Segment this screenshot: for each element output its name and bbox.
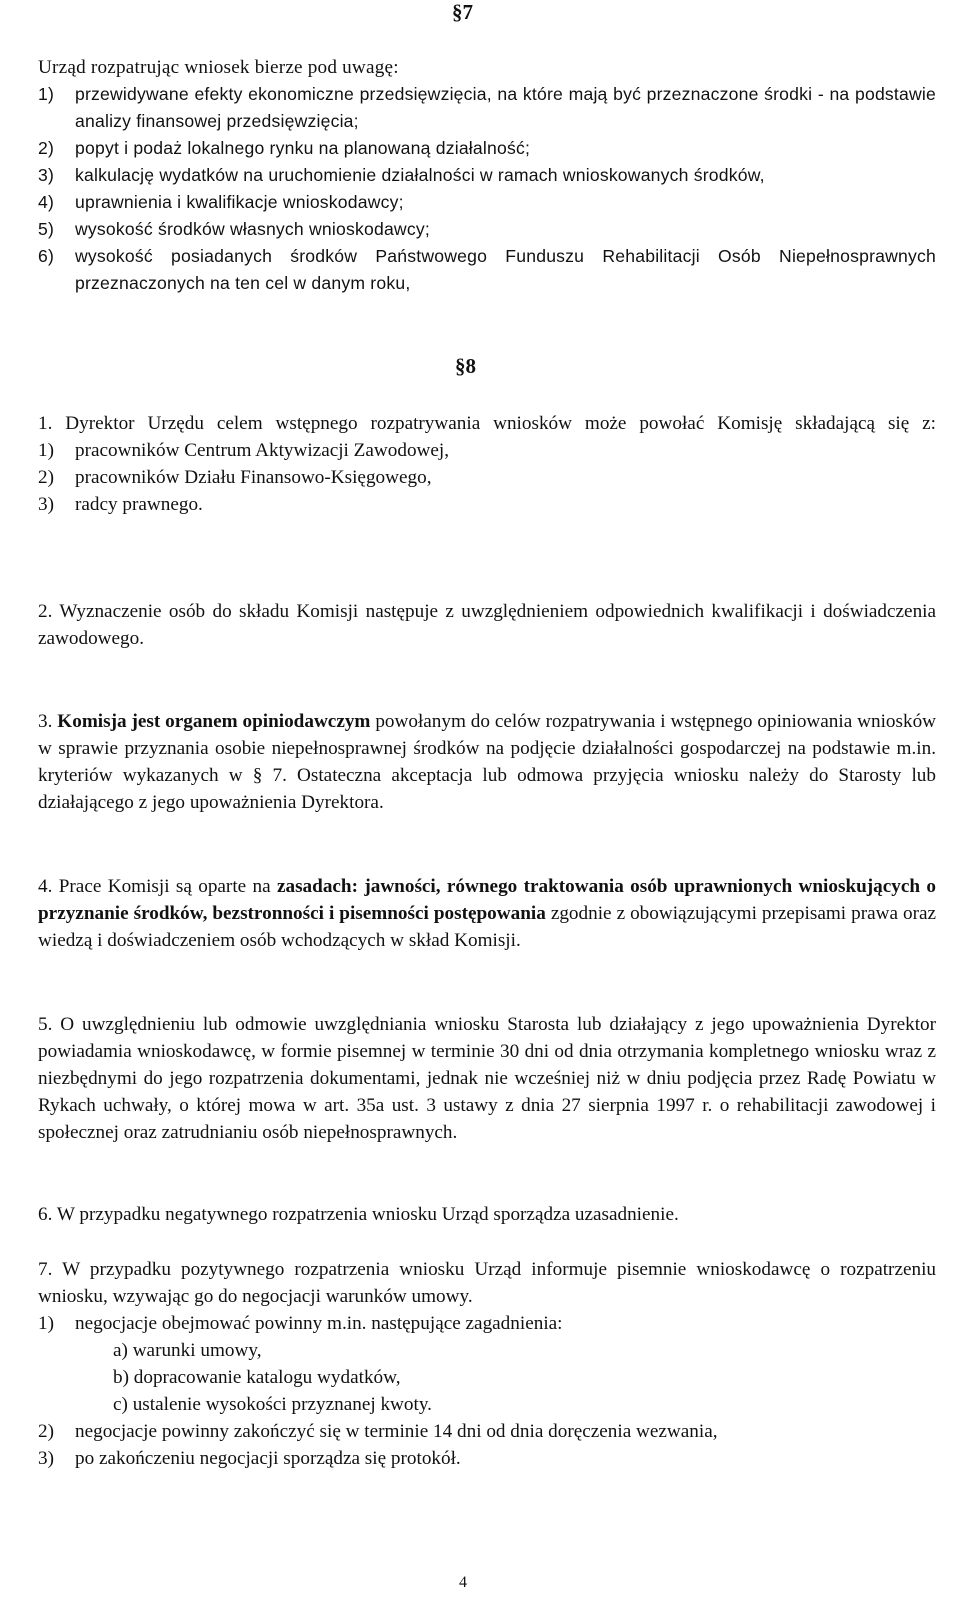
list-item (38, 243, 936, 297)
paragraph-4 (38, 873, 936, 954)
item-number: 3) (38, 165, 55, 185)
paragraph-text: W przypadku pozytywnego rozpatrzenia wniosku Urząd informuje pisemnie wnioskodawcę o rozpatrzeniu wniosku, wzywając go do negocjacji warunków umowy. (38, 1259, 936, 1307)
list-item (38, 437, 936, 464)
list-item (38, 491, 936, 518)
paragraph-number: 7. (38, 1259, 53, 1280)
paragraph-bold-text: Komisja jest organem opiniodawczym (57, 711, 371, 732)
list-item (38, 1445, 936, 1472)
paragraph-7 (38, 1256, 936, 1472)
item-number: 4) (38, 192, 55, 212)
item-text: negocjacje obejmować powinny m.in. następujące zagadnienia: (75, 1313, 563, 1334)
item-text: wysokość posiadanych środków Państwowego Funduszu Rehabilitacji Osób Niepełnosprawnych przeznaczonych na ten cel w danym roku, (75, 246, 936, 293)
sub-list-item: c) ustalenie wysokości przyznanej kwoty. (113, 1394, 432, 1415)
list-item (38, 216, 936, 243)
section-7-intro: Urząd rozpatrując wniosek bierze pod uwagę: (38, 57, 399, 78)
item-text: pracowników Centrum Aktywizacji Zawodowej, (75, 440, 450, 461)
list-item (38, 81, 936, 135)
item-text: pracowników Działu Finansowo-Księgowego, (75, 467, 432, 488)
item-text: wysokość środków własnych wnioskodawcy; (75, 219, 430, 239)
item-text: uprawnienia i kwalifikacje wnioskodawcy; (75, 192, 404, 212)
list-item (38, 464, 936, 491)
paragraph-1-line (38, 410, 936, 437)
section-7-body (38, 54, 936, 297)
item-number: 3) (38, 494, 54, 515)
item-number: 1) (38, 440, 54, 461)
item-number: 2) (38, 1421, 54, 1442)
paragraph-number: 3. (38, 711, 53, 732)
paragraph-text: zgodnie z obowiązującymi przepisami prawa oraz wiedzą i doświadczeniem osób wchodzących w skład Komisji. (38, 903, 936, 951)
item-text: po zakończeniu negocjacji sporządza się protokół. (75, 1448, 461, 1469)
paragraph-5 (38, 1011, 936, 1146)
paragraph-2 (38, 598, 936, 652)
sub-list-item: a) warunki umowy, (113, 1340, 262, 1361)
paragraph-number: 6. (38, 1204, 53, 1225)
paragraph-1 (38, 410, 936, 518)
paragraph-number: 1. (38, 413, 53, 434)
list-item (38, 135, 936, 162)
item-number: 2) (38, 138, 55, 158)
paragraph-text: Prace Komisji są oparte na (58, 876, 277, 897)
paragraph-text: W przypadku negatywnego rozpatrzenia wniosku Urząd sporządza uzasadnienie. (56, 1204, 679, 1225)
item-number: 1) (38, 84, 55, 104)
paragraph-bold-text: zasadach: jawności, równego traktowania osób uprawnionych wnioskujących o przyznanie środków, bezstronności i pisemności postępowania (38, 876, 937, 924)
page-number: 4 (459, 1574, 467, 1591)
paragraph-text: Dyrektor Urzędu celem wstępnego rozpatrywania wniosków może powołać Komisję składającą się z: (65, 413, 937, 434)
paragraph-text: Wyznaczenie osób do składu Komisji następuje z uwzględnieniem odpowiednich kwalifikacji i doświadczenia zawodowego. (38, 601, 937, 649)
paragraph-number: 5. (38, 1014, 53, 1035)
list-item (38, 162, 936, 189)
section-heading-7: §7 (452, 0, 473, 24)
item-text: popyt i podaż lokalnego rynku na planowaną działalność; (75, 138, 531, 158)
item-number: 2) (38, 467, 54, 488)
paragraph-6 (38, 1201, 936, 1228)
item-text: przewidywane efekty ekonomiczne przedsięwzięcia, na które mają być przeznaczone środki - na podstawie analizy finansowej przedsięwzięcia; (75, 84, 936, 131)
item-number: 5) (38, 219, 55, 239)
paragraph-number: 2. (38, 601, 53, 622)
list-item (38, 189, 936, 216)
section-heading-8: §8 (455, 354, 476, 378)
item-text: kalkulację wydatków na uruchomienie działalności w ramach wnioskowanych środków, (75, 165, 765, 185)
paragraph-3 (38, 708, 936, 816)
item-number: 6) (38, 246, 55, 266)
paragraph-number: 4. (38, 876, 53, 897)
item-number: 1) (38, 1313, 54, 1334)
paragraph-text: powołanym do celów rozpatrywania i wstępnego opiniowania wniosków w sprawie przyznania osobie niepełnosprawnej środków na podjęcie działalności gospodarczej na podstawie m.in. kryteriów wykazanych w § 7. Ostateczna akceptacja lub odmowa przyjęcia wniosku należy do Starosty lub działającego z jego upoważnienia Dyrektora. (38, 711, 937, 813)
paragraph-text: O uwzględnieniu lub odmowie uwzględniania wniosku Starosta lub działający z jego upoważnienia Dyrektor powiadamia wnioskodawcę, w formie pisemnej w terminie 30 dni od dnia otrzymania kompletnego wniosku wraz z niezbędnymi do jego rozpatrzenia dokumentami, jednak nie wcześniej niż w dniu podjęcia przez Radę Powiatu w Rykach uchwały, o której mowa w art. 35a ust. 3 ustawy z dnia 27 sierpnia 1997 r. o rehabilitacji zawodowej i społecznej oraz zatrudnianiu osób niepełnosprawnych. (38, 1014, 937, 1143)
item-text: negocjacje powinny zakończyć się w terminie 14 dni od dnia doręczenia wezwania, (75, 1421, 718, 1442)
list-item (38, 1310, 936, 1337)
item-text: radcy prawnego. (75, 494, 203, 515)
item-number: 3) (38, 1448, 54, 1469)
list-item (38, 1418, 936, 1445)
sub-list-item: b) dopracowanie katalogu wydatków, (113, 1367, 401, 1388)
